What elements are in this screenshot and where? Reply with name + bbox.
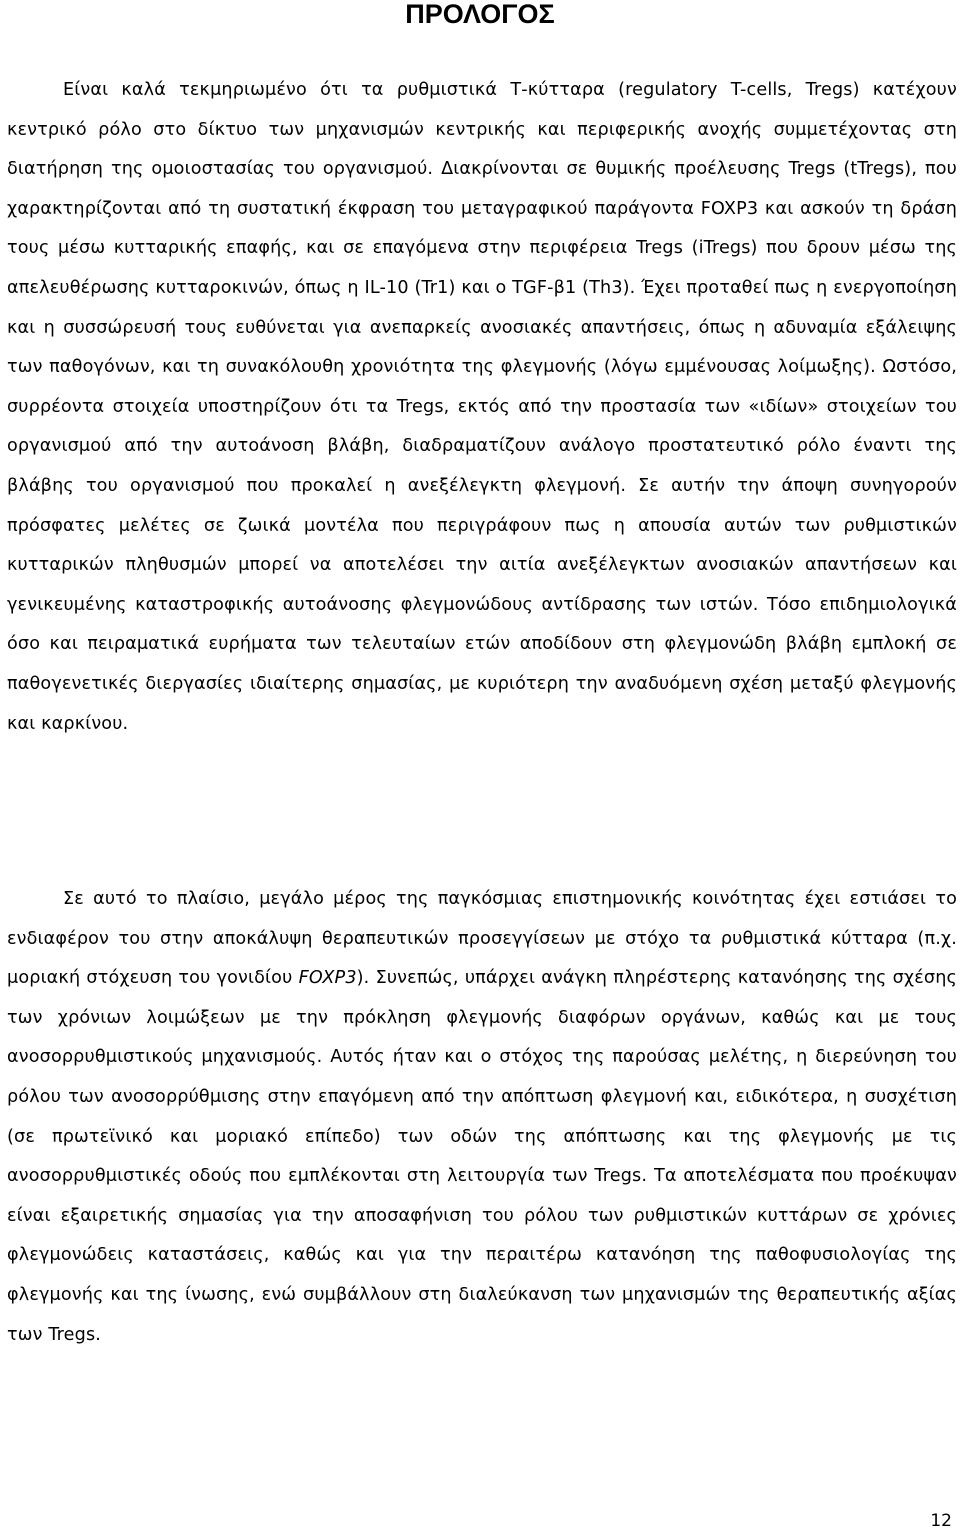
paragraph-1-text: Είναι καλά τεκμηριωμένο ότι τα ρυθμιστικά Τ-κύτταρα (regulatory T-cells, Tregs) κατέχουν κεντρικό ρόλο στο δίκτυο των μηχανισμών κεντρικής και περιφερικής ανοχής συμμετέχοντας στη διατήρηση της ομοιοστασίας του οργανισμού. Διακρίνονται σε θυμικής προέλευσης Tregs (tTregs), που χαρακτηρίζονται από τη συστατική έκφραση του μεταγραφικού παράγοντα FOXP3 και ασκούν τη δράση τους μέσω κυτταρικής επαφής, και σε επαγόμενα στην περιφέρεια Tregs (iTregs) που δρουν μέσω της απελευθέρωσης κυτταροκινών, όπως η IL-10 (Tr1) και ο TGF-β1 (Th3). Έχει προταθεί πως η ενεργοποίηση και η συσσώρευσή τους ευθύνεται για ανεπαρκείς ανοσιακές απαντήσεις, όπως η αδυναμία εξάλειψης των παθογόνων, και τη συνακόλουθη χρονιότητα της φλεγμονής (λόγω εμμένουσας λοίμωξης). Ωστόσο, συρρέοντα στοιχεία υποστηρίζουν ότι τα Tregs, εκτός από την προστασία των «ιδίων» στοιχείων του οργανισμού από την αυτοάνοση βλάβη, διαδραματίζουν ανάλογο προστατευτικό ρόλο έναντι της βλάβης του οργανισμού που προκαλεί η ανεξέλεγκτη φλεγμονή. Σε αυτήν την άποψη συνηγορούν πρόσφατες μελέτες σε ζωικά μοντέλα που περιγράφουν πως η απουσία αυτών των ρυθμιστικών κυτταρικών πληθυσμών μπορεί να αποτελέσει την αιτία ανεξέλεγκτων ανοσιακών απαντήσεων και γενικευμένης καταστροφικής αυτοάνοσης φλεγμονώδους αντίδρασης των ιστών. Τόσο επιδημιολογικά όσο και πειραματικά ευρήματα των τελευταίων ετών αποδίδουν στη φλεγμονώδη βλάβη εμπλοκή σε παθογενετικές διεργασίες ιδιαίτερης σημασίας, με κυριότερη την αναδυόμενη σχέση μεταξύ φλεγμονής και καρκίνου.: [7, 80, 957, 734]
paragraph-2-text-part-1: Σε αυτό το πλαίσιο, μεγάλο μέρος της παγκόσμιας επιστημονικής κοινότητας έχει εστιάσει το ενδιαφέρον του στην αποκάλυψη θεραπευτικών προσεγγίσεων με στόχο τα ρυθμιστικά κύτταρα (π.χ. μοριακή στόχευση του γονιδίου: [7, 889, 957, 989]
paragraph-2-text-part-2: ). Συνεπώς, υπάρχει ανάγκη πληρέστερης κατανόησης της σχέσης των χρόνιων λοιμώξεων με την πρόκληση φλεγμονής διαφόρων οργάνων, καθώς και με τους ανοσορρυθμιστικούς μηχανισμούς. Αυτός ήταν και ο στόχος της παρούσας μελέτης, η διερεύνηση του ρόλου των ανοσορρύθμισης στην επαγόμενη από την απόπτωση φλεγμονή και, ειδικότερα, η συσχέτιση (σε πρωτεϊνικό και μοριακό επίπεδο) των οδών της απόπτωσης και της φλεγμονής με τις ανοσορρυθμιστικές οδούς που εμπλέκονται στη λειτουργία των Tregs. Τα αποτελέσματα που προέκυψαν είναι εξαιρετικής σημασίας για την αποσαφήνιση του ρόλου των ρυθμιστικών κυττάρων σε χρόνιες φλεγμονώδεις καταστάσεις, καθώς και για την περαιτέρω κατανόηση της παθοφυσιολογίας της φλεγμονής και της ίνωσης, ενώ συμβάλλουν στη διαλεύκανση των μηχανισμών της θεραπευτικής αξίας των Tregs.: [7, 968, 957, 1345]
paragraph-1: [7, 71, 957, 744]
page-title: ΠΡΟΛΟΓΟΣ: [405, 0, 555, 29]
gene-name-italic: FOXP3: [298, 968, 357, 989]
paragraph-2: [7, 880, 957, 1355]
page-number: 12: [930, 1511, 952, 1531]
